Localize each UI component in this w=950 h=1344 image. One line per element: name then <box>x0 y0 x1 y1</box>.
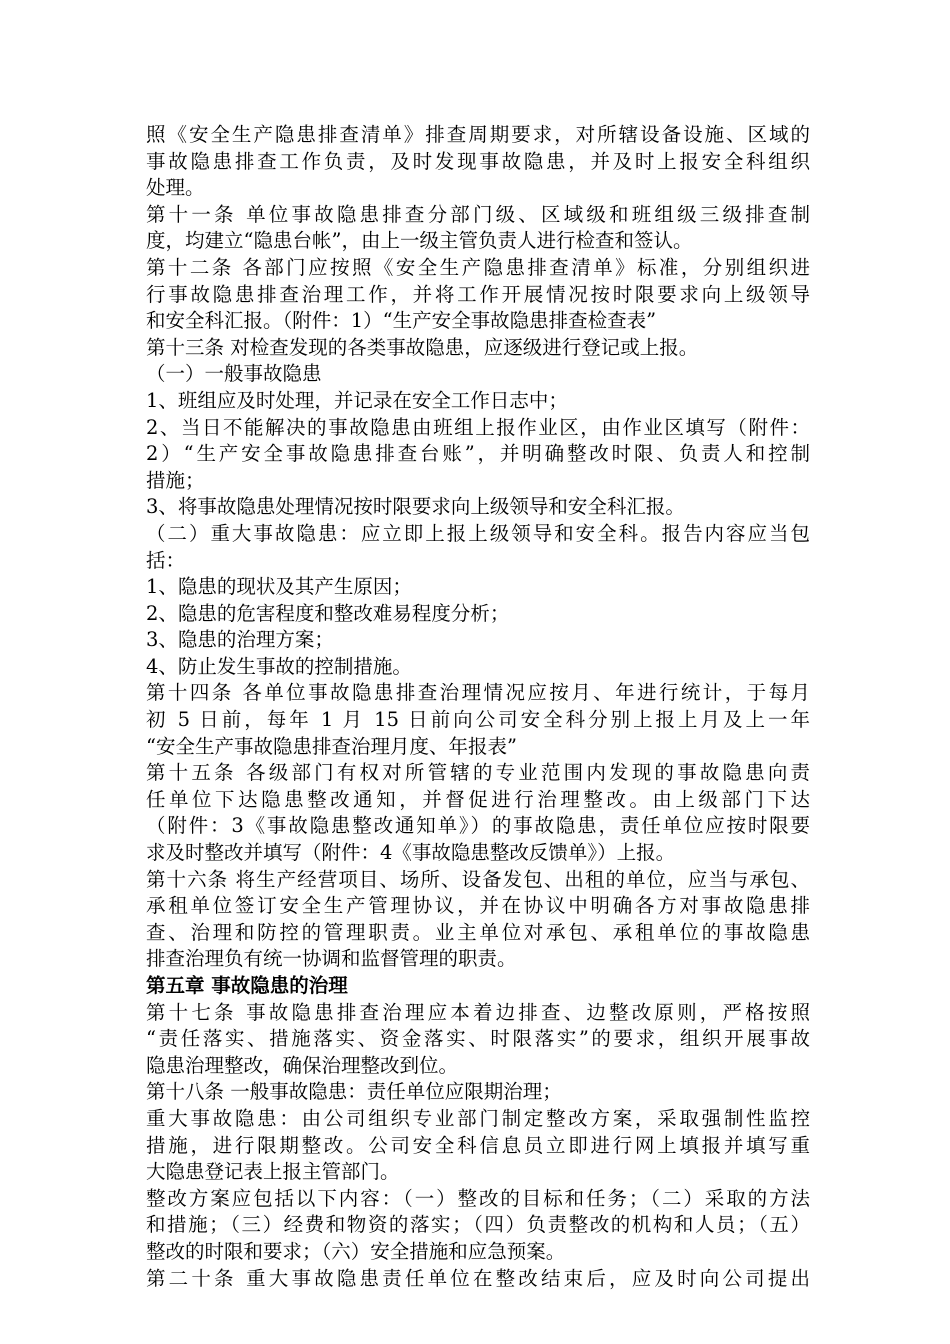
text-line: 第十七条 事故隐患排查治理应本着边排查、边整改原则，严格按照 <box>146 1000 810 1024</box>
text-line: 2、当日不能解决的事故隐患由班组上报作业区，由作业区填写（附件： <box>146 415 810 439</box>
text-line: 第十八条 一般事故隐患：责任单位应限期治理； <box>146 1080 562 1104</box>
text-line: “安全生产事故隐患排查治理月度、年报表” <box>146 734 517 758</box>
text-line: “责任落实、措施落实、资金落实、时限落实”的要求，组织开展事故 <box>146 1027 810 1051</box>
text-line: 第二十条 重大事故隐患责任单位在整改结束后，应及时向公司提出 <box>146 1266 810 1290</box>
text-line: 3、将事故隐患处理情况按时限要求向上级领导和安全科汇报。 <box>146 495 685 519</box>
text-line: 度，均建立“隐患台帐”，由上一级主管负责人进行检查和签认。 <box>146 229 693 253</box>
text-line: 求及时整改并填写（附件：4《事故隐患整改反馈单》）上报。 <box>146 841 676 865</box>
text-line: 任单位下达隐患整改通知，并督促进行治理整改。由上级部门下达 <box>146 787 810 811</box>
text-line: 1、隐患的现状及其产生原因； <box>146 575 412 599</box>
text-line: 整改方案应包括以下内容：（一）整改的目标和任务；（二）采取的方法 <box>146 1186 810 1210</box>
text-line: （附件：3《事故隐患整改通知单》）的事故隐患，责任单位应按时限要 <box>146 814 810 838</box>
text-line: 第十四条 各单位事故隐患排查治理情况应按月、年进行统计，于每月 <box>146 681 810 705</box>
text-line: 照《安全生产隐患排查清单》排查周期要求，对所辖设备设施、区域的 <box>146 123 810 146</box>
text-line: 排查治理负有统一协调和监督管理的职责。 <box>146 947 517 971</box>
text-line: 隐患治理整改，确保治理整改到位。 <box>146 1053 459 1077</box>
text-line: 查、治理和防控的管理职责。业主单位对承包、承租单位的事故隐患 <box>146 920 810 944</box>
text-line: 行事故隐患排查治理工作，并将工作开展情况按时限要求向上级领导 <box>146 282 810 306</box>
text-line: 和措施；（三）经费和物资的落实；（四）负责整改的机构和人员；（五） <box>146 1213 810 1237</box>
chapter-heading: 第五章 事故隐患的治理 <box>146 974 348 997</box>
text-line: 承租单位签订安全生产管理协议，并在协议中明确各方对事故隐患排 <box>146 894 810 918</box>
text-line: 第十二条 各部门应按照《安全生产隐患排查清单》标准，分别组织进 <box>146 255 810 279</box>
text-line: 第十六条 将生产经营项目、场所、设备发包、出租的单位，应当与承包、 <box>146 867 810 891</box>
text-line: 处理。 <box>146 176 205 200</box>
text-line: 和安全科汇报。（附件：1）“生产安全事故隐患排查检查表” <box>146 309 657 333</box>
text-line: （一）一般事故隐患 <box>146 362 322 386</box>
text-line: （二）重大事故隐患：应立即上报上级领导和安全科。报告内容应当包 <box>146 521 810 545</box>
text-line: 第十三条 对检查发现的各类事故隐患，应逐级进行登记或上报。 <box>146 335 699 359</box>
text-line: 2）“生产安全事故隐患排查台账”，并明确整改时限、负责人和控制 <box>146 442 810 466</box>
text-line: 1、班组应及时处理，并记录在安全工作日志中； <box>146 388 568 412</box>
text-line: 2、隐患的危害程度和整改难易程度分析； <box>146 601 510 625</box>
text-line: 事故隐患排查工作负责，及时发现事故隐患，并及时上报安全科组织 <box>146 149 810 173</box>
text-line: 第十五条 各级部门有权对所管辖的专业范围内发现的事故隐患向责 <box>146 761 810 785</box>
document-body <box>146 122 810 1292</box>
text-line: 初 5 日前，每年 1 月 15 日前向公司安全科分别上报上月及上一年 <box>146 708 810 732</box>
text-line: 重大事故隐患：由公司组织专业部门制定整改方案，采取强制性监控 <box>146 1106 810 1130</box>
text-line: 措施，进行限期整改。公司安全科信息员立即进行网上填报并填写重 <box>146 1133 810 1157</box>
text-line: 整改的时限和要求；（六）安全措施和应急预案。 <box>146 1239 566 1263</box>
text-line: 第十一条 单位事故隐患排查分部门级、区域级和班组级三级排查制 <box>146 202 810 226</box>
text-line: 措施； <box>146 468 205 492</box>
text-line: 4、防止发生事故的控制措施。 <box>146 654 412 678</box>
text-line: 3、隐患的治理方案； <box>146 628 334 652</box>
text-line: 括： <box>146 548 186 572</box>
text-line: 大隐患登记表上报主管部门。 <box>146 1160 400 1184</box>
